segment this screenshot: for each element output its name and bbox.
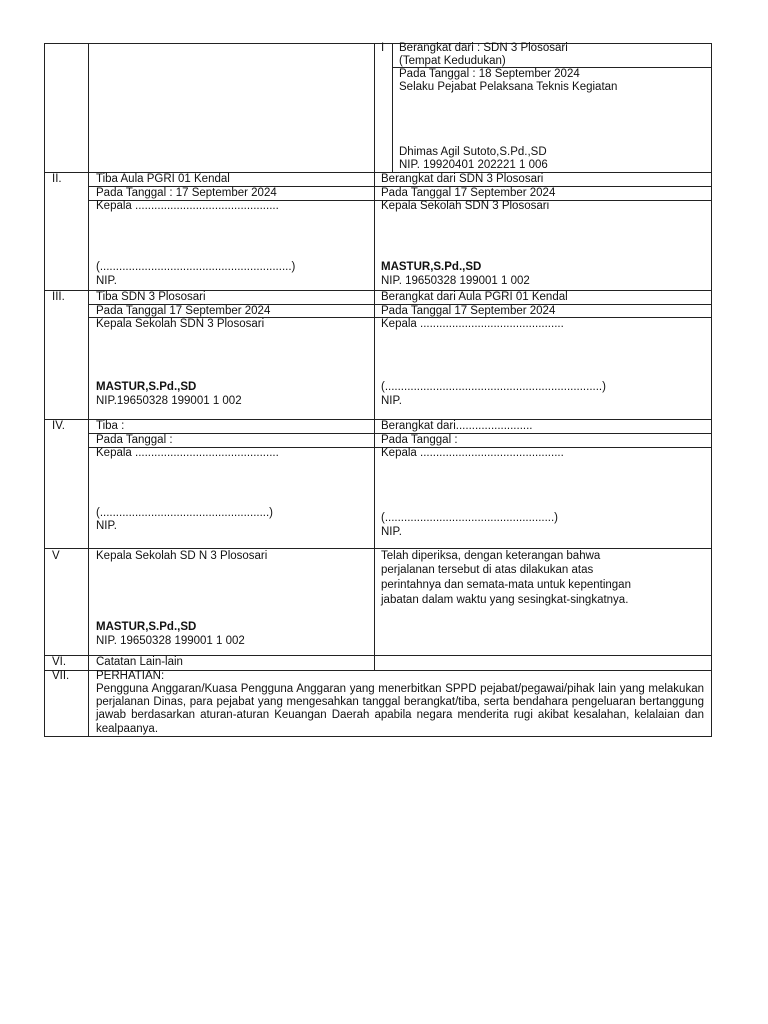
section-3-arrive-date: Pada Tanggal 17 September 2024 xyxy=(96,305,271,317)
section-4-head-right: Kepala ............................................. xyxy=(381,447,564,459)
section-3-number: III. xyxy=(52,291,65,303)
section-7-title: PERHATIAN: xyxy=(96,670,165,682)
section-1-date: Pada Tanggal : 18 September 2024 xyxy=(399,68,580,80)
section-4-arrive: Tiba : xyxy=(96,420,125,432)
section-4-arrive-date: Pada Tanggal : xyxy=(96,434,173,446)
section-3-nip-left: NIP.19650328 199001 1 002 xyxy=(96,395,242,407)
section-5-nip-left: NIP. 19650328 199001 1 002 xyxy=(96,635,245,647)
section-5-name-left: MASTUR,S.Pd.,SD xyxy=(96,621,197,633)
section-4-head-left: Kepala ............................................. xyxy=(96,447,279,459)
section-7-body: Pengguna Anggaran/Kuasa Pengguna Anggaran yang menerbitkan SPPD pejabat/pegawai/pihak lain yang melakukan perjalanan Dinas, para pejabat yang mengesahkan tanggal berangkat/tiba, serta bendahara pengeluaran bertanggung jawab berdasarkan aturan-aturan Keuangan Daerah apabila negara menderita rugi akibat kesalahan, kelalaian dan kealpaanya. xyxy=(96,683,704,735)
section-5-note-line-3: perintahnya dan semata-mata untuk kepentingan xyxy=(381,579,631,591)
section-4-depart: Berangkat dari........................ xyxy=(381,420,533,432)
section-2-depart: Berangkat dari SDN 3 Plososari xyxy=(381,173,544,185)
section-4-number: IV. xyxy=(52,420,66,432)
section-5-note-line-4: jabatan dalam waktu yang sesingkat-singkatnya. xyxy=(381,594,629,606)
section-4-nip-left: NIP. xyxy=(96,520,117,532)
section-2-depart-date: Pada Tanggal 17 September 2024 xyxy=(381,187,556,199)
section-5-note-line-2: perjalanan tersebut di atas dilakukan atas xyxy=(381,564,594,576)
section-1-official-name: Dhimas Agil Sutoto,S.Pd.,SD xyxy=(399,146,547,158)
section-6-number: VI. xyxy=(52,656,67,668)
section-4-sign-left: (.....................................................) xyxy=(96,507,273,519)
section-3-depart-date: Pada Tanggal 17 September 2024 xyxy=(381,305,556,317)
section-2-head-left: Kepala ............................................. xyxy=(96,200,279,212)
section-1-depart: Berangkat dari : SDN 3 Plososari xyxy=(399,42,568,54)
section-3-head-right: Kepala ............................................. xyxy=(381,318,564,330)
section-4-depart-date: Pada Tanggal : xyxy=(381,434,458,446)
section-5-number: V xyxy=(52,550,60,562)
section-3-sign-right: (....................................................................) xyxy=(381,381,606,393)
section-5-head-left: Kepala Sekolah SD N 3 Plososari xyxy=(96,550,268,562)
section-2-name-right: MASTUR,S.Pd.,SD xyxy=(381,261,482,273)
section-6-label: Catatan Lain-lain xyxy=(96,656,183,668)
section-3-name-left: MASTUR,S.Pd.,SD xyxy=(96,381,197,393)
section-3-depart: Berangkat dari Aula PGRI 01 Kendal xyxy=(381,291,568,303)
section-1-official-nip: NIP. 19920401 202221 1 006 xyxy=(399,159,548,171)
section-7-number: VII. xyxy=(52,670,70,682)
section-2-head-right: Kepala Sekolah SDN 3 Plososari xyxy=(381,200,550,212)
section-1-place-note: (Tempat Kedudukan) xyxy=(399,55,506,67)
section-2-arrive: Tiba Aula PGRI 01 Kendal xyxy=(96,173,230,185)
section-4-nip-right: NIP. xyxy=(381,526,402,538)
section-1-role: Selaku Pejabat Pelaksana Teknis Kegiatan xyxy=(399,81,618,93)
section-2-sign-left: (............................................................) xyxy=(96,261,296,273)
section-3-head-left: Kepala Sekolah SDN 3 Plososari xyxy=(96,318,265,330)
section-2-nip-left: NIP. xyxy=(96,275,117,287)
section-3-nip-right: NIP. xyxy=(381,395,402,407)
section-3-arrive: Tiba SDN 3 Plososari xyxy=(96,291,206,303)
section-4-sign-right: (.....................................................) xyxy=(381,512,558,524)
section-2-arrive-date: Pada Tanggal : 17 September 2024 xyxy=(96,187,277,199)
section-1-number: I xyxy=(381,42,385,54)
section-2-number: II. xyxy=(52,173,62,185)
section-2-nip-right: NIP. 19650328 199001 1 002 xyxy=(381,275,530,287)
section-5-note-line-1: Telah diperiksa, dengan keterangan bahwa xyxy=(381,550,601,562)
